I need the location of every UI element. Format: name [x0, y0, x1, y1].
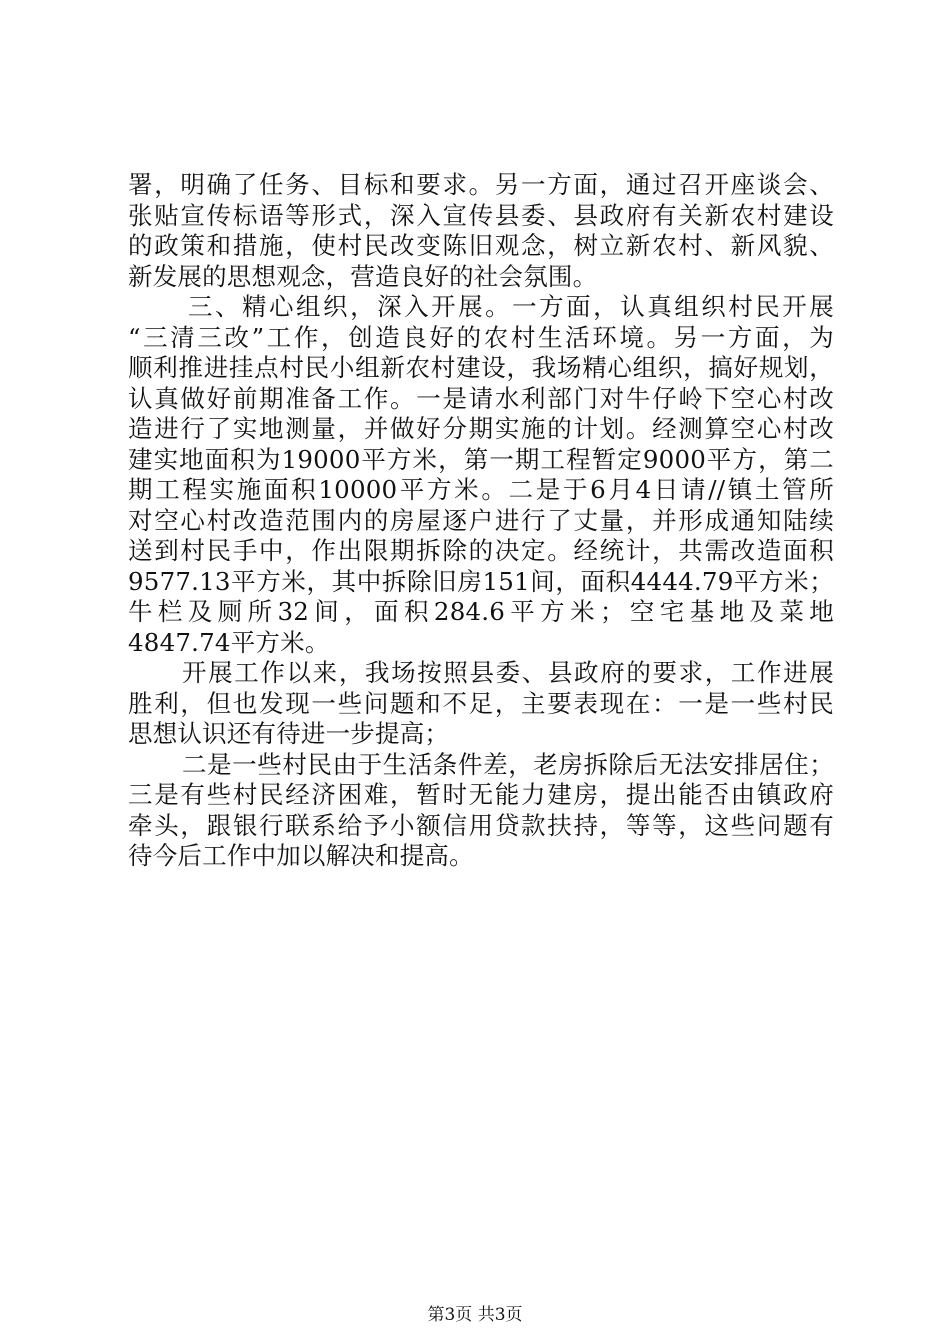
- text-line: 9577.13平方米，其中拆除旧房151间，面积4444.79平方米；: [128, 566, 834, 596]
- text-line: 的政策和措施，使村民改变陈旧观念，树立新农村、新风貌、: [128, 231, 834, 260]
- text-line: 胜利，但也发现一些问题和不足，主要表现在：一是一些村民: [128, 688, 834, 718]
- document-body: [128, 170, 834, 872]
- text-line: 张贴宣传标语等形式，深入宣传县委、县政府有关新农村建设: [128, 200, 834, 230]
- paragraph-start: 三、精心组织，深入开展。一方面，认真组织村民开展: [188, 292, 834, 321]
- text-line: 期工程实施面积10000平方米。二是于6月4日请//镇土管所: [128, 475, 834, 504]
- text-line: 牵头，跟银行联系给予小额信用贷款扶持，等等，这些问题有: [128, 810, 834, 840]
- text-line: 建实地面积为19000平方米，第一期工程暂定9000平方，第二: [128, 444, 834, 474]
- text-line: 署，明确了任务、目标和要求。另一方面，通过召开座谈会、: [128, 170, 834, 199]
- text-line: 新发展的思想观念，营造良好的社会氛围。: [128, 261, 598, 291]
- text-line: 认真做好前期准备工作。一是请水利部门对牛仔岭下空心村改: [128, 383, 834, 413]
- text-line: 送到村民手中，作出限期拆除的决定。经统计，共需改造面积: [128, 536, 834, 565]
- text-line: 三是有些村民经济困难，暂时无能力建房，提出能否由镇政府: [128, 780, 834, 809]
- text-line: 待今后工作中加以解决和提高。: [128, 841, 474, 870]
- text-line: “三清三改”工作，创造良好的农村生活环境。另一方面，为: [128, 322, 834, 352]
- text-line: 造进行了实地测量，并做好分期实施的计划。经测算空心村改: [128, 414, 834, 443]
- page-footer: [0, 1304, 950, 1326]
- text-line: 对空心村改造范围内的房屋逐户进行了丈量，并形成通知陆续: [128, 505, 834, 535]
- text-line: 牛栏及厕所32间，面积284.6平方米；空宅基地及菜地: [128, 597, 834, 626]
- paragraph-start: 开展工作以来，我场按照县委、县政府的要求，工作进展: [182, 658, 834, 687]
- page-number-label: 第3页 共3页: [427, 1305, 523, 1325]
- text-line: 4847.74平方米。: [128, 627, 330, 657]
- text-line: 思想认识还有待进一步提高；: [128, 719, 450, 748]
- paragraph-start: 二是一些村民由于生活条件差，老房拆除后无法安排居住；: [182, 749, 834, 779]
- text-line: 顺利推进挂点村民小组新农村建设，我场精心组织，搞好规划，: [128, 353, 834, 382]
